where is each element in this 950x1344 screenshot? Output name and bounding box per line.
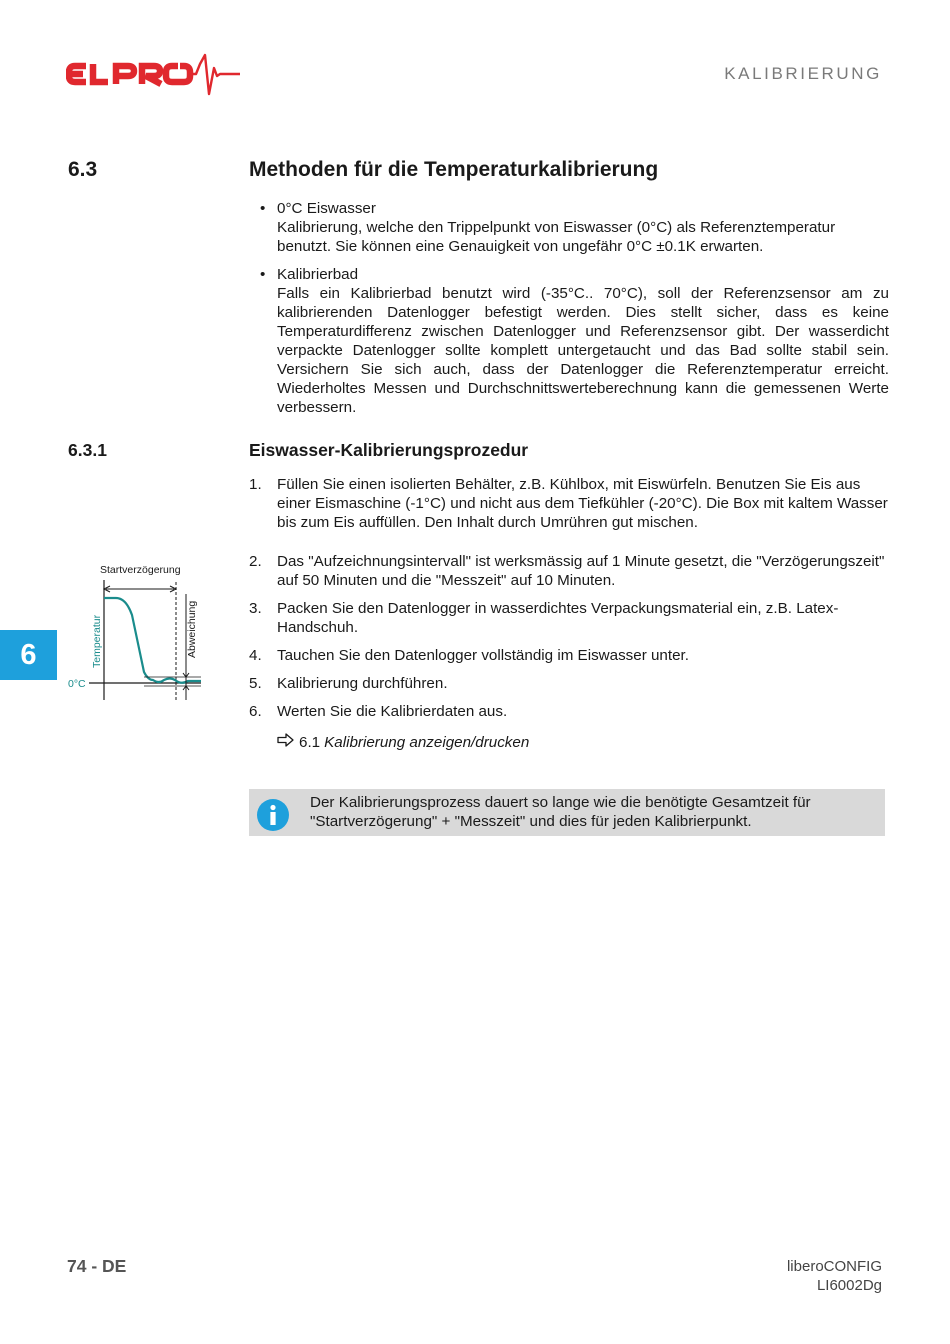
arrow-right-icon — [277, 733, 299, 752]
bullet-dot: • — [260, 266, 266, 283]
list-item — [249, 599, 889, 637]
chapter-tab: 6 — [0, 630, 57, 680]
diagram-label-y: Temperatur — [91, 614, 103, 668]
step-text: Werten Sie die Kalibrierdaten aus. — [277, 703, 508, 720]
step-number: 1. — [249, 476, 262, 493]
elpro-logo — [66, 50, 242, 98]
procedure-steps-part2 — [249, 552, 889, 730]
crossref-link[interactable] — [277, 733, 529, 752]
subsection-title: Eiswasser-Kalibrierungsprozedur — [249, 440, 529, 460]
footer-product-name: liberoCONFIG — [786, 1258, 882, 1275]
bullet-title: Kalibrierbad — [277, 266, 359, 283]
info-text: Der Kalibrierungsprozess dauert so lange wie die benötigte Gesamtzeit für "Startverzögerung" + "Messzeit" und dies für jeden Kalibrierpunkt. — [310, 794, 811, 830]
section-title: Methoden für die Temperaturkalibrierung — [249, 158, 659, 181]
step-number: 4. — [249, 647, 262, 664]
bullet-title: 0°C Eiswasser — [277, 200, 376, 217]
step-number: 3. — [249, 600, 262, 617]
list-item — [249, 199, 889, 256]
footer-product-info — [787, 1257, 882, 1295]
list-item — [249, 552, 889, 590]
step-text: Das "Aufzeichnungsintervall" ist werksmässig auf 1 Minute gesetzt, die "Verzögerungszeit" auf 50 Minuten und die "Messzeit" auf 10 Minuten. — [277, 553, 885, 589]
step-text: Füllen Sie einen isolierten Behälter, z.B. Kühlbox, mit Eiswürfeln. Benutzen Sie Eis aus einer Eismaschine (-1°C) und nicht aus dem Tiefkühler (-20°C). Die Box mit kaltem Wasser bis zum Eis auffüllen. Den Inhalt durch Umrühren gut mischen. — [277, 476, 888, 531]
diagram-label-right: Abweichung — [186, 600, 198, 658]
procedure-steps-part1 — [249, 475, 889, 541]
page-number: 74 - DE — [67, 1256, 127, 1276]
info-box — [249, 789, 885, 836]
step-text: Kalibrierung durchführen. — [277, 675, 448, 692]
bullet-text: Kalibrierung, welche den Trippelpunkt von Eiswasser (0°C) als Referenztemperatur benutzt. Sie können eine Genauigkeit von ungefähr 0°C ±0.1K erwarten. — [277, 219, 836, 255]
crossref-number: 6.1 — [299, 734, 321, 751]
calibration-diagram — [64, 560, 214, 708]
step-number: 2. — [249, 553, 262, 570]
step-number: 5. — [249, 675, 262, 692]
list-item — [249, 265, 889, 417]
bullet-dot: • — [260, 200, 266, 217]
list-item — [249, 702, 889, 721]
diagram-label-zero: 0°C — [68, 678, 86, 690]
list-item — [249, 475, 889, 532]
header-label: KALIBRIERUNG — [724, 64, 882, 83]
section-number: 6.3 — [68, 158, 98, 181]
footer-doc-id: LI6002Dg — [816, 1277, 882, 1294]
bullet-text: Falls ein Kalibrierbad benutzt wird (-35°C.. 70°C), soll der Referenzsensor am zu kalibrierenden Datenlogger befestigt werden. Dies stellt sicher, dass es keine Temperaturdifferenz zwischen Datenlogger und Referenzsensor gibt. Der wasserdicht verpackte Datenlogger sollte komplett untergetaucht und das Bad sollte stabil sein. Versichern Sie sich auch, dass der Datenlogger die Referenztemperatur erreicht. Wiederholtes Messen und Durchschnittswerteberechnung kann die gemessenen Werte verbessern. — [277, 285, 889, 416]
method-bullet-list — [249, 199, 889, 426]
step-text: Tauchen Sie den Datenlogger vollständig im Eiswasser unter. — [277, 647, 689, 664]
list-item — [249, 674, 889, 693]
step-number: 6. — [249, 703, 262, 720]
info-icon — [257, 799, 289, 831]
crossref-title: Kalibrierung anzeigen/drucken — [324, 734, 530, 751]
subsection-number: 6.3.1 — [68, 440, 107, 460]
list-item — [249, 646, 889, 665]
step-text: Packen Sie den Datenlogger in wasserdichtes Verpackungsmaterial ein, z.B. Latex-Handschuh. — [277, 600, 839, 636]
diagram-label-top: Startverzögerung — [100, 564, 181, 576]
